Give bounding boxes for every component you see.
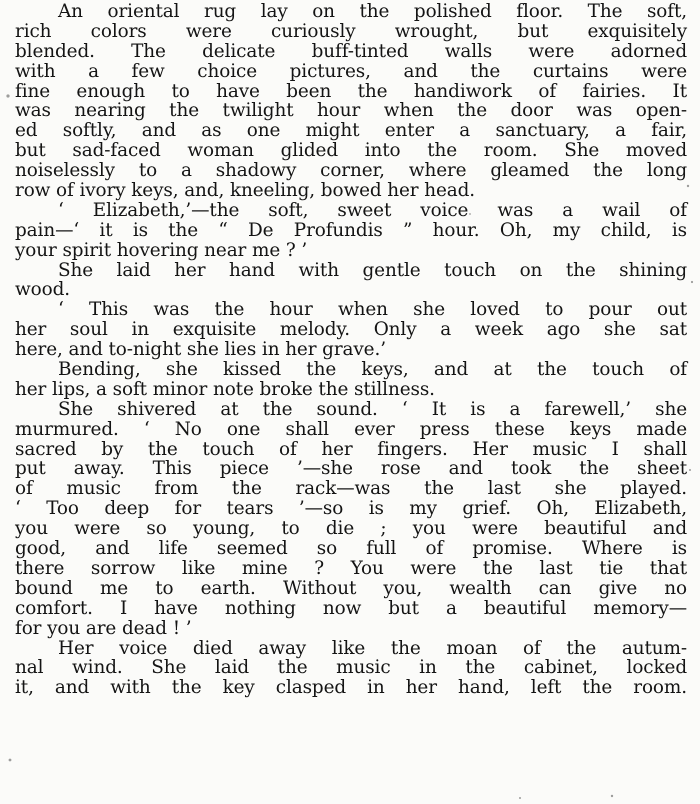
article-line: good, and life seemed so full of promise. Where is xyxy=(15,538,687,560)
article-line: sacred by the touch of her fingers. Her music I shall xyxy=(15,438,687,460)
article-line: put away. This piece ’—she rose and took the sheet xyxy=(15,458,687,480)
article-body xyxy=(15,2,687,698)
article-line: with a few choice pictures, and the curtains were xyxy=(15,60,687,82)
article-line: wood. xyxy=(15,279,71,301)
article-line: rich colors were curiously wrought, but exquisitely xyxy=(15,20,687,42)
article-line: your spirit hovering near me ? ’ xyxy=(15,239,308,261)
article-line: noiselessly to a shadowy corner, where gleamed the long xyxy=(15,160,687,182)
article-line: of music from the rack—was the last she played. xyxy=(15,478,687,500)
article-line: bound me to earth. Without you, wealth can give no xyxy=(15,577,687,599)
article-line: Bending, she kissed the keys, and at the touch of xyxy=(58,359,687,381)
article-line: ‘ This was the hour when she loved to pour out xyxy=(58,299,687,321)
article-line: nal wind. She laid the music in the cabinet, locked xyxy=(15,657,687,679)
article-line: ed softly, and as one might enter a sanctuary, a fair, xyxy=(15,120,687,142)
article-line: An oriental rug lay on the polished floor. The soft, xyxy=(58,1,687,22)
article-line: her soul in exquisite melody. Only a week ago she sat xyxy=(15,319,687,341)
article-line: there sorrow like mine ? You were the last tie that xyxy=(15,557,687,579)
article-line: ‘ Too deep for tears ’—so is my grief. Oh, Elizabeth, xyxy=(15,498,687,520)
article-line: you were so young, to die ; you were beautiful and xyxy=(15,518,687,540)
article-line: pain—‘ it is the “ De Profundis ” hour. Oh, my child, is xyxy=(15,219,687,241)
article-line: ‘ Elizabeth,’—the soft, sweet voice was a wail of xyxy=(58,199,687,221)
article-line: comfort. I have nothing now but a beautiful memory— xyxy=(15,597,687,619)
article-line: but sad-faced woman glided into the room. She moved xyxy=(15,140,687,162)
article-line: Her voice died away like the moan of the autum- xyxy=(58,637,687,659)
article-line: for you are dead ! ’ xyxy=(15,617,192,639)
article-line: blended. The delicate buff-tinted walls were adorned xyxy=(15,40,687,62)
article-line: row of ivory keys, and, kneeling, bowed her head. xyxy=(15,180,476,202)
article-line: She shivered at the sound. ‘ It is a farewell,’ she xyxy=(58,398,687,420)
article-line: murmured. ‘ No one shall ever press these keys made xyxy=(15,418,687,440)
article-line: her lips, a soft minor note broke the stillness. xyxy=(15,378,435,400)
article-line: She laid her hand with gentle touch on the shining xyxy=(58,259,687,281)
article-line: it, and with the key clasped in her hand, left the room. xyxy=(15,677,687,699)
article-line: fine enough to have been the handiwork of fairies. It xyxy=(15,80,687,102)
article-line: here, and to-night she lies in her grave.’ xyxy=(15,339,386,361)
article-line: was nearing the twilight hour when the door was open- xyxy=(15,100,687,122)
